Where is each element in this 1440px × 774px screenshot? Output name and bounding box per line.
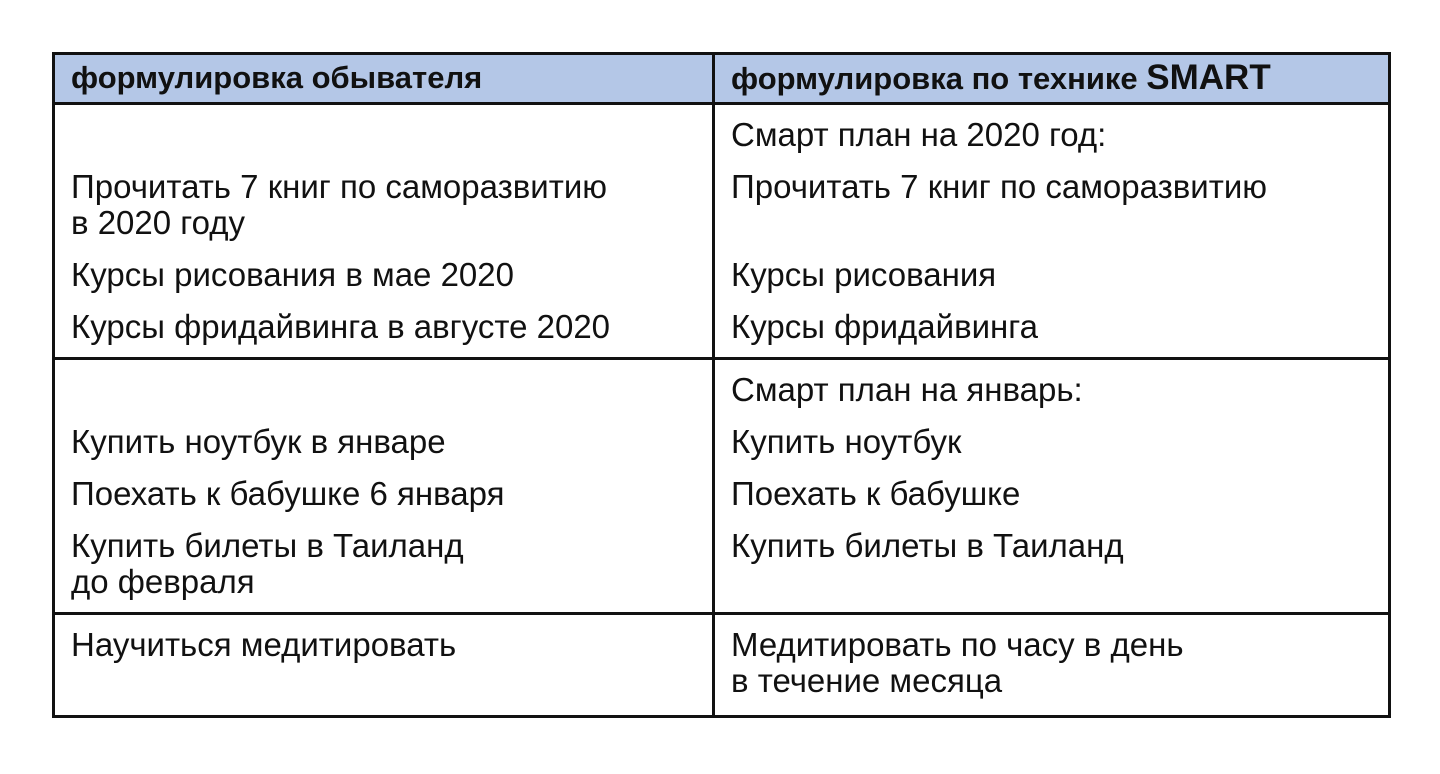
row-2-right-title: Смарт план на январь: [731,371,1083,408]
header-left-label: формулировка обывателя [71,60,483,95]
row-1-left-item-line: Курсы фридайвинга в августе 2020 [71,308,611,345]
row-1-right-item: Прочитать 7 книг по саморазвитию [731,168,1268,205]
row-1-right-cell [714,104,1390,359]
row-2-left-item-line: Купить ноутбук в январе [71,423,446,460]
header-layman-wording [54,54,714,104]
row-1-right-item: Курсы фридайвинга [731,308,1038,345]
table-header-row [54,54,1390,104]
table-row [54,104,1390,359]
header-right-prefix: формулировка по технике [731,61,1147,96]
table-row [54,614,1390,717]
row-1-left-item [71,257,712,293]
row-2-left-item [71,424,712,460]
row-2-left-item-line: Купить билеты в Таиланд [71,527,464,564]
row-1-left-cell [54,104,714,359]
row-2-left-item [71,528,712,600]
row-2-right-item: Купить ноутбук [731,423,962,460]
row-2-right-cell [714,359,1390,614]
row-1-left-item [71,169,712,241]
row-3-right-item-line: в течение месяца [731,662,1003,699]
row-1-left-item-line: Курсы рисования в мае 2020 [71,256,514,293]
row-1-left-item-line: Прочитать 7 книг по саморазвитию [71,168,608,205]
row-2-left-item [71,476,712,512]
row-1-left-item-line: в 2020 году [71,204,245,241]
header-smart-wording [714,54,1390,104]
smart-comparison-table [52,52,1391,718]
row-2-right-item: Купить билеты в Таиланд [731,527,1124,564]
row-3-right-cell [714,614,1390,717]
row-3-left-cell [54,614,714,717]
row-1-left-item [71,309,712,345]
row-1-right-title: Смарт план на 2020 год: [731,116,1107,153]
row-3-left-item-line: Научиться медитировать [71,626,457,663]
header-smart-word: SMART [1146,58,1271,97]
table-row [54,359,1390,614]
row-1-right-item: Курсы рисования [731,256,997,293]
row-2-right-item: Поехать к бабушке [731,475,1021,512]
row-3-right-item-line: Медитировать по часу в день [731,626,1184,663]
row-2-left-cell [54,359,714,614]
row-2-left-item-line: Поехать к бабушке 6 января [71,475,505,512]
row-2-left-item-line: до февраля [71,563,255,600]
